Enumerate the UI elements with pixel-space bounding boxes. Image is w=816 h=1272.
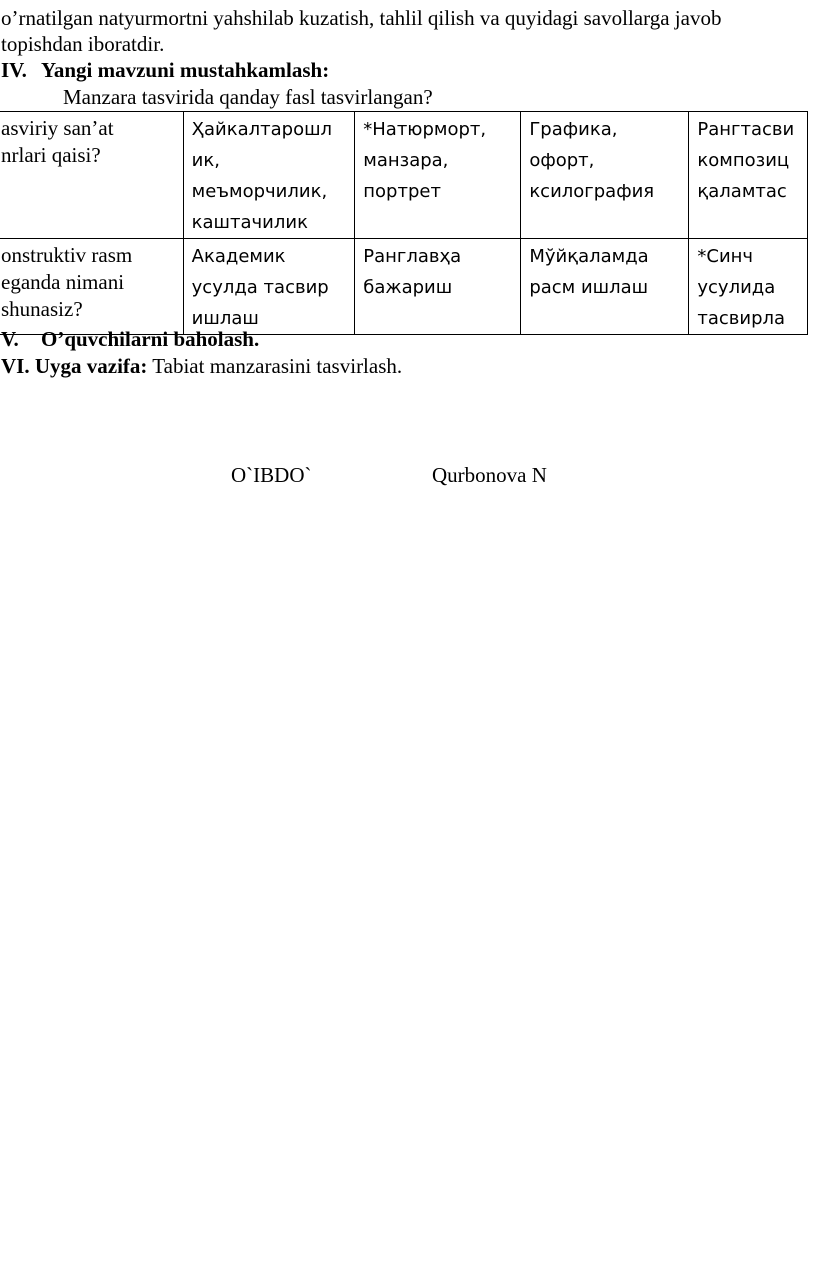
answer-cell	[521, 112, 689, 239]
answer-line: Ранглавҳа	[363, 246, 462, 267]
answer-line: ик,	[191, 150, 220, 171]
section-6-heading	[1, 353, 402, 379]
table-row	[0, 112, 808, 239]
section-4-heading	[1, 57, 329, 83]
answer-line: Ҳайкалтарошл	[191, 119, 333, 140]
section-5-heading	[1, 326, 259, 352]
table-row	[0, 239, 808, 335]
answer-line: каштачилик	[191, 212, 308, 233]
section-6-text: Tabiat manzarasini tasvirlash.	[152, 354, 403, 378]
question-line: asviriy san’at	[1, 116, 114, 140]
answer-line: ксилография	[529, 181, 655, 202]
answer-line: График​а,	[529, 119, 618, 140]
answer-line: *Натюрморт,	[363, 119, 487, 140]
answer-cell	[183, 112, 355, 239]
answer-line: бажариш	[363, 277, 453, 298]
section-6-label: Uyga vazifa:	[34, 354, 148, 378]
section-5-title: O’quvchilarni baholash.	[41, 327, 260, 351]
answer-line: офорт,	[529, 150, 595, 171]
answer-line: портрет	[363, 181, 441, 202]
signature-role: O`IBDO`	[231, 463, 312, 487]
question-line: eganda nimani	[1, 270, 125, 294]
question-line: shunasiz?	[1, 297, 83, 321]
question-line: onstruktiv rasm	[1, 243, 133, 267]
section-4-question: Manzara tasvirida qanday fasl tasvirlangan?	[63, 85, 433, 109]
question-line: nrlari qaisi?	[1, 143, 101, 167]
quiz-table	[0, 111, 808, 335]
answer-line: қаламтас	[697, 181, 787, 202]
intro-line-1: o’rnatilgan natyurmortni yahshilab kuzatish, tahlil qilish va quyidagi savollarga javob	[1, 6, 722, 30]
question-cell	[0, 239, 183, 335]
answer-cell	[689, 239, 808, 335]
answer-cell	[689, 112, 808, 239]
answer-line: меъморчилик,	[191, 181, 328, 202]
answer-line: расм ишлаш	[529, 277, 649, 298]
answer-line: усулида	[697, 277, 776, 298]
answer-line: ишлаш	[191, 308, 259, 329]
signature-name: Qurbonova N	[432, 463, 547, 487]
answer-line: *Синч	[697, 246, 754, 267]
answer-line: Мўйқаламда	[529, 246, 649, 267]
answer-cell	[183, 239, 355, 335]
answer-line: усулда тасвир	[191, 277, 329, 298]
section-4-number: IV.	[1, 58, 27, 82]
answer-line: манзара,	[363, 150, 449, 171]
answer-cell	[355, 112, 521, 239]
answer-line: композиц	[697, 150, 790, 171]
section-5-number: V.	[1, 327, 19, 351]
section-4-title: Yangi mavzuni mustahkamlash:	[41, 58, 330, 82]
answer-line: Академик	[191, 246, 286, 267]
answer-cell	[521, 239, 689, 335]
answer-cell	[355, 239, 521, 335]
section-6-number: VI.	[1, 354, 30, 378]
answer-line: Рангтасви	[697, 119, 795, 140]
intro-line-2: topishdan iboratdir.	[1, 32, 165, 56]
answer-line: тасвирла	[697, 308, 786, 329]
question-cell	[0, 112, 183, 239]
